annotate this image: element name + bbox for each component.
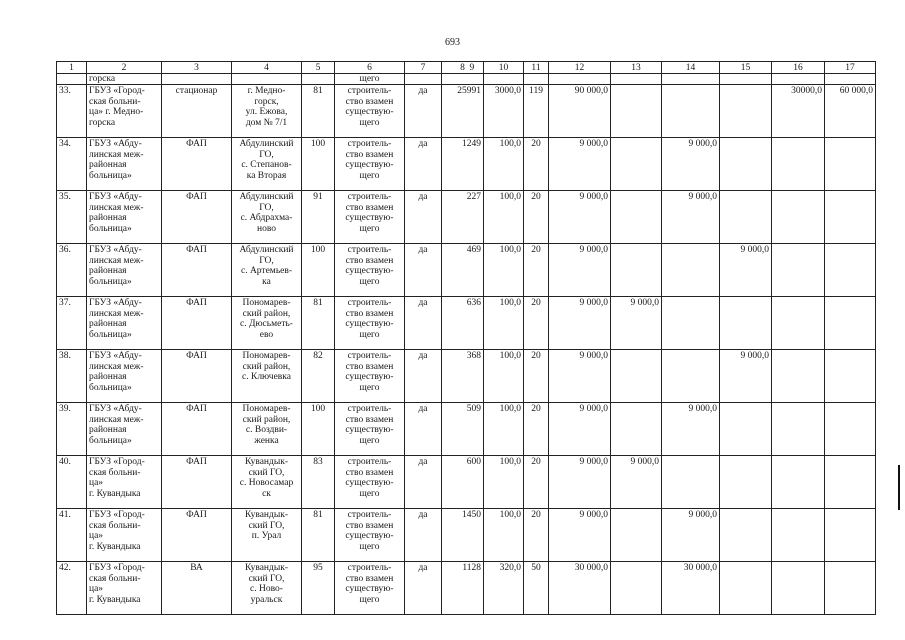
sum-year-2-cell xyxy=(662,244,720,297)
facility-type-cell: ФАП xyxy=(162,138,232,191)
total-sum-cell: 9 000,0 xyxy=(549,403,611,456)
sum-year-5-cell xyxy=(825,244,876,297)
facility-type-cell: ФАП xyxy=(162,403,232,456)
continuation-cell xyxy=(302,74,335,85)
facility-type-cell: ФАП xyxy=(162,509,232,562)
area-cell: 1249 xyxy=(442,138,484,191)
sum-year-3-cell xyxy=(720,138,772,191)
cost-cell: 100,0 xyxy=(484,138,524,191)
flag-cell: да xyxy=(405,509,442,562)
beds-cell: 20 xyxy=(524,244,549,297)
sum-year-5-cell xyxy=(825,191,876,244)
sum-year-5-cell xyxy=(825,350,876,403)
flag-cell: да xyxy=(405,562,442,615)
sum-year-5-cell xyxy=(825,297,876,350)
column-number-row xyxy=(57,62,876,74)
area-cell: 227 xyxy=(442,191,484,244)
cost-cell: 100,0 xyxy=(484,509,524,562)
institution-cell: ГБУЗ «Абду- линская меж- районная больница» xyxy=(87,403,162,456)
scan-edge-mark xyxy=(898,465,900,510)
sum-year-3-cell xyxy=(720,509,772,562)
institution-cell: ГБУЗ «Абду- линская меж- районная больница» xyxy=(87,244,162,297)
flag-cell: да xyxy=(405,297,442,350)
row-number-cell: 40. xyxy=(57,456,87,509)
location-cell: г. Медно- горск, ул. Ежова, дом № 7/1 xyxy=(232,85,302,138)
column-number-5: 5 xyxy=(302,62,335,74)
sum-year-4-cell xyxy=(772,562,825,615)
sum-year-4-cell xyxy=(772,244,825,297)
institution-cell: ГБУЗ «Абду- линская меж- районная больница» xyxy=(87,191,162,244)
capacity-cell: 81 xyxy=(302,297,335,350)
capacity-cell: 100 xyxy=(302,403,335,456)
cost-cell: 100,0 xyxy=(484,297,524,350)
sum-year-1-cell: 9 000,0 xyxy=(611,297,662,350)
work-type-cell: строитель- ство взамен существую- щего xyxy=(335,138,405,191)
row-number-cell: 41. xyxy=(57,509,87,562)
sum-year-3-cell xyxy=(720,191,772,244)
column-number-7: 7 xyxy=(405,62,442,74)
area-cell: 1450 xyxy=(442,509,484,562)
location-cell: Пономарев- ский район, с. Воздви- женка xyxy=(232,403,302,456)
sum-year-4-cell xyxy=(772,297,825,350)
flag-cell: да xyxy=(405,191,442,244)
cost-cell: 100,0 xyxy=(484,191,524,244)
location-cell: Кувандык- ский ГО, с. Ново- уральск xyxy=(232,562,302,615)
row-number-cell: 39. xyxy=(57,403,87,456)
column-number-6: 6 xyxy=(335,62,405,74)
investment-table xyxy=(56,61,876,615)
flag-cell: да xyxy=(405,403,442,456)
work-type-cell: строитель- ство взамен существую- щего xyxy=(335,403,405,456)
area-cell: 509 xyxy=(442,403,484,456)
row-number-cell: 38. xyxy=(57,350,87,403)
continuation-cell: щего xyxy=(335,74,405,85)
beds-cell: 20 xyxy=(524,403,549,456)
institution-cell: ГБУЗ «Город- ская больни- ца» г. Кувандыка xyxy=(87,456,162,509)
flag-cell: да xyxy=(405,456,442,509)
column-number-17: 17 xyxy=(825,62,876,74)
flag-cell: да xyxy=(405,244,442,297)
column-number-14: 14 xyxy=(662,62,720,74)
table-row xyxy=(57,297,876,350)
capacity-cell: 100 xyxy=(302,244,335,297)
column-number-16: 16 xyxy=(772,62,825,74)
location-cell: Кувандык- ский ГО, с. Новосамар ск xyxy=(232,456,302,509)
sum-year-3-cell xyxy=(720,85,772,138)
sum-year-1-cell xyxy=(611,562,662,615)
sum-year-5-cell xyxy=(825,562,876,615)
continuation-cell xyxy=(232,74,302,85)
sum-year-1-cell xyxy=(611,191,662,244)
continuation-row xyxy=(57,74,876,85)
sum-year-5-cell xyxy=(825,509,876,562)
continuation-cell xyxy=(405,74,442,85)
sum-year-4-cell xyxy=(772,350,825,403)
cost-cell: 100,0 xyxy=(484,244,524,297)
sum-year-3-cell: 9 000,0 xyxy=(720,244,772,297)
column-number-9: 9 xyxy=(469,62,475,73)
sum-year-1-cell xyxy=(611,509,662,562)
sum-year-4-cell xyxy=(772,456,825,509)
page-number: 693 xyxy=(445,37,460,48)
sum-year-4-cell xyxy=(772,509,825,562)
beds-cell: 20 xyxy=(524,138,549,191)
sum-year-1-cell xyxy=(611,350,662,403)
area-cell: 600 xyxy=(442,456,484,509)
location-cell: Пономарев- ский район, с. Дюсьметь- ево xyxy=(232,297,302,350)
institution-cell: ГБУЗ «Город- ская больни- ца» г. Медно- горска xyxy=(87,85,162,138)
table-row xyxy=(57,191,876,244)
continuation-cell xyxy=(524,74,549,85)
column-number-2: 2 xyxy=(87,62,162,74)
continuation-cell xyxy=(162,74,232,85)
capacity-cell: 100 xyxy=(302,138,335,191)
sum-year-1-cell xyxy=(611,85,662,138)
total-sum-cell: 9 000,0 xyxy=(549,244,611,297)
sum-year-4-cell xyxy=(772,138,825,191)
sum-year-5-cell xyxy=(825,138,876,191)
sum-year-4-cell xyxy=(772,403,825,456)
beds-cell: 119 xyxy=(524,85,549,138)
sum-year-4-cell xyxy=(772,191,825,244)
location-cell: Абдулинский ГО, с. Абдрахма- ново xyxy=(232,191,302,244)
sum-year-3-cell xyxy=(720,297,772,350)
column-number-11: 11 xyxy=(524,62,549,74)
continuation-cell: горска xyxy=(87,74,162,85)
work-type-cell: строитель- ство взамен существую- щего xyxy=(335,297,405,350)
column-number-15: 15 xyxy=(720,62,772,74)
location-cell: Кувандык- ский ГО, п. Урал xyxy=(232,509,302,562)
sum-year-2-cell: 9 000,0 xyxy=(662,138,720,191)
location-cell: Абдулинский ГО, с. Степанов- ка Вторая xyxy=(232,138,302,191)
total-sum-cell: 9 000,0 xyxy=(549,191,611,244)
work-type-cell: строитель- ство взамен существую- щего xyxy=(335,244,405,297)
sum-year-3-cell xyxy=(720,456,772,509)
continuation-cell xyxy=(57,74,87,85)
table-row xyxy=(57,509,876,562)
row-number-cell: 34. xyxy=(57,138,87,191)
capacity-cell: 91 xyxy=(302,191,335,244)
continuation-cell xyxy=(662,74,720,85)
row-number-cell: 36. xyxy=(57,244,87,297)
row-number-cell: 33. xyxy=(57,85,87,138)
table-row xyxy=(57,244,876,297)
facility-type-cell: ФАП xyxy=(162,456,232,509)
area-cell: 469 xyxy=(442,244,484,297)
total-sum-cell: 9 000,0 xyxy=(549,138,611,191)
institution-cell: ГБУЗ «Абду- линская меж- районная больница» xyxy=(87,297,162,350)
area-cell: 1128 xyxy=(442,562,484,615)
continuation-cell xyxy=(720,74,772,85)
institution-cell: ГБУЗ «Город- ская больни- ца» г. Кувандыка xyxy=(87,562,162,615)
total-sum-cell: 9 000,0 xyxy=(549,509,611,562)
flag-cell: да xyxy=(405,350,442,403)
table-row xyxy=(57,85,876,138)
capacity-cell: 95 xyxy=(302,562,335,615)
flag-cell: да xyxy=(405,138,442,191)
sum-year-2-cell: 9 000,0 xyxy=(662,191,720,244)
row-number-cell: 35. xyxy=(57,191,87,244)
facility-type-cell: стационар xyxy=(162,85,232,138)
facility-type-cell: ФАП xyxy=(162,297,232,350)
institution-cell: ГБУЗ «Абду- линская меж- районная больница» xyxy=(87,138,162,191)
beds-cell: 20 xyxy=(524,297,549,350)
sum-year-5-cell: 60 000,0 xyxy=(825,85,876,138)
continuation-cell xyxy=(772,74,825,85)
area-cell: 368 xyxy=(442,350,484,403)
location-cell: Абдулинский ГО, с. Артемьев- ка xyxy=(232,244,302,297)
capacity-cell: 81 xyxy=(302,509,335,562)
area-cell: 636 xyxy=(442,297,484,350)
total-sum-cell: 30 000,0 xyxy=(549,562,611,615)
sum-year-3-cell xyxy=(720,403,772,456)
facility-type-cell: ФАП xyxy=(162,191,232,244)
beds-cell: 50 xyxy=(524,562,549,615)
total-sum-cell: 90 000,0 xyxy=(549,85,611,138)
column-number-12: 12 xyxy=(549,62,611,74)
table-row xyxy=(57,350,876,403)
capacity-cell: 83 xyxy=(302,456,335,509)
column-number-3: 3 xyxy=(162,62,232,74)
sum-year-1-cell: 9 000,0 xyxy=(611,456,662,509)
cost-cell: 320,0 xyxy=(484,562,524,615)
continuation-cell xyxy=(484,74,524,85)
beds-cell: 20 xyxy=(524,350,549,403)
total-sum-cell: 9 000,0 xyxy=(549,350,611,403)
column-number-8: 8 xyxy=(442,62,484,74)
sum-year-2-cell: 9 000,0 xyxy=(662,509,720,562)
sum-year-2-cell xyxy=(662,85,720,138)
location-cell: Пономарев- ский район, с. Ключевка xyxy=(232,350,302,403)
cost-cell: 100,0 xyxy=(484,456,524,509)
beds-cell: 20 xyxy=(524,509,549,562)
sum-year-1-cell xyxy=(611,403,662,456)
capacity-cell: 81 xyxy=(302,85,335,138)
facility-type-cell: ФАП xyxy=(162,350,232,403)
table-row xyxy=(57,403,876,456)
work-type-cell: строитель- ство взамен существую- щего xyxy=(335,456,405,509)
column-number-13: 13 xyxy=(611,62,662,74)
sum-year-2-cell: 30 000,0 xyxy=(662,562,720,615)
beds-cell: 20 xyxy=(524,191,549,244)
cost-cell: 100,0 xyxy=(484,403,524,456)
work-type-cell: строитель- ство взамен существую- щего xyxy=(335,509,405,562)
total-sum-cell: 9 000,0 xyxy=(549,456,611,509)
sum-year-2-cell xyxy=(662,456,720,509)
continuation-cell xyxy=(611,74,662,85)
work-type-cell: строитель- ство взамен существую- щего xyxy=(335,562,405,615)
row-number-cell: 37. xyxy=(57,297,87,350)
sum-year-5-cell xyxy=(825,403,876,456)
table-row xyxy=(57,456,876,509)
continuation-cell xyxy=(825,74,876,85)
beds-cell: 20 xyxy=(524,456,549,509)
flag-cell: да xyxy=(405,85,442,138)
column-number-1: 1 xyxy=(57,62,87,74)
row-number-cell: 42. xyxy=(57,562,87,615)
column-number-4: 4 xyxy=(232,62,302,74)
facility-type-cell: ФАП xyxy=(162,244,232,297)
sum-year-1-cell xyxy=(611,138,662,191)
work-type-cell: строитель- ство взамен существую- щего xyxy=(335,85,405,138)
sum-year-4-cell: 30000,0 xyxy=(772,85,825,138)
continuation-cell xyxy=(549,74,611,85)
work-type-cell: строитель- ство взамен существую- щего xyxy=(335,350,405,403)
table-row xyxy=(57,138,876,191)
table-row xyxy=(57,562,876,615)
cost-cell: 3000,0 xyxy=(484,85,524,138)
work-type-cell: строитель- ство взамен существую- щего xyxy=(335,191,405,244)
institution-cell: ГБУЗ «Город- ская больни- ца» г. Кувандыка xyxy=(87,509,162,562)
continuation-cell xyxy=(442,74,484,85)
sum-year-3-cell xyxy=(720,562,772,615)
sum-year-2-cell xyxy=(662,350,720,403)
sum-year-2-cell: 9 000,0 xyxy=(662,403,720,456)
sum-year-2-cell xyxy=(662,297,720,350)
capacity-cell: 82 xyxy=(302,350,335,403)
sum-year-5-cell xyxy=(825,456,876,509)
area-cell: 25991 xyxy=(442,85,484,138)
facility-type-cell: ВА xyxy=(162,562,232,615)
sum-year-3-cell: 9 000,0 xyxy=(720,350,772,403)
cost-cell: 100,0 xyxy=(484,350,524,403)
institution-cell: ГБУЗ «Абду- линская меж- районная больница» xyxy=(87,350,162,403)
column-number-10: 10 xyxy=(484,62,524,74)
total-sum-cell: 9 000,0 xyxy=(549,297,611,350)
sum-year-1-cell xyxy=(611,244,662,297)
